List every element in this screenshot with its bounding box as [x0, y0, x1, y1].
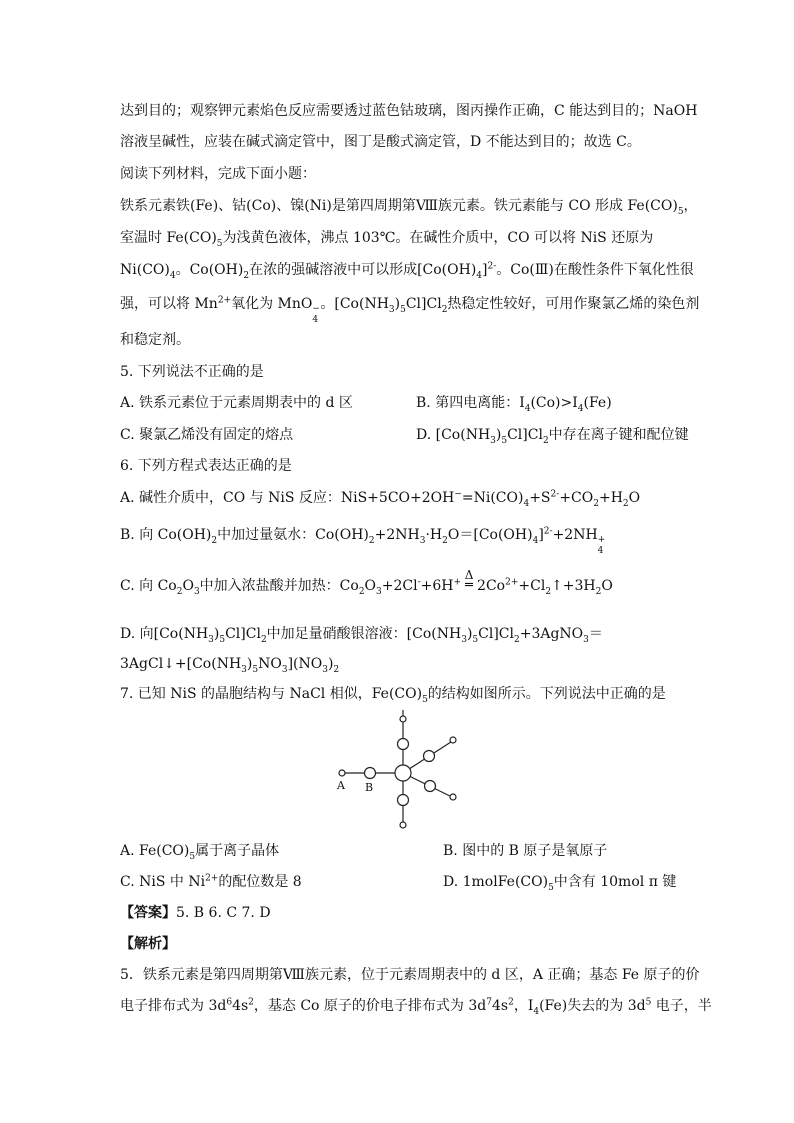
atom	[425, 781, 436, 792]
answer-line	[120, 903, 271, 923]
q7-option-a: A. $Fe(CO)_5$属于离子晶体	[120, 843, 280, 862]
label-b: B	[365, 781, 374, 794]
q7-option-c: C. NiS 中 $Ni^{2+}$的配位数是 8	[120, 873, 302, 890]
heating-equals-sign: Δ ═	[464, 568, 474, 593]
text-line: 阅读下列材料，完成下面小题：	[120, 166, 316, 182]
question-5-stem: 5. 下列说法不正确的是	[120, 364, 264, 380]
q6-option-d-line2: $3AgCl↓+[Co(NH_3)_5NO_3](NO_3)_2$	[120, 656, 340, 675]
analysis-line: 5．铁系元素是第四周期第Ⅷ族元素，位于元素周期表中的 d 区，A 正确；基态 Fe 原子的价	[120, 967, 700, 983]
label-a: A	[337, 779, 345, 792]
question-7-stem: 7. 已知 NiS 的晶胞结构与 NaCl 相似，$Fe(CO)_5$的结构如图所示。下列说法中正确的是	[120, 686, 666, 705]
analysis-line: 电子排布式为 $3d^64s^2$，基态 Co 原子的价电子排布式为 $3d^74s^2$，$I_4(Fe)$失去的为 $3d^5$ 电子，半	[120, 997, 712, 1017]
atom-B	[365, 768, 376, 779]
answer-label: 【答案】	[120, 905, 176, 921]
q5-option-c: C. 聚氯乙烯没有固定的熔点	[120, 427, 294, 443]
q6-option-b: B. 向 $Co(OH)_2$中加过量氨水：$Co(OH)_2+2NH_3\cdot H_2O=[Co(OH)_4]^{2-}+2NH$ + 4	[120, 526, 606, 556]
q6-option-c: C. 向 $Co_2O_3$中加入浓盐酸并加热：$Co_2O_3+2Cl^-+6H^+$ Δ ═ $2Co^{2+}+Cl_2↑+3H_2O$	[120, 568, 613, 597]
q5-option-b: B. 第四电离能：$I_4(Co)>I_4(Fe)$	[416, 395, 612, 414]
q7-option-d: D. $1molFe(CO)_5$中含有 10mol π 键	[443, 874, 677, 893]
question-6-stem: 6. 下列方程式表达正确的是	[120, 458, 292, 474]
material-line: 强，可以将 $Mn^{2+}$氧化为 MnO − 4 。$[Co(NH_3)_5Cl]Cl_2$热稳定性较好，可用作聚氯乙烯的染色剂	[120, 295, 700, 325]
q6-option-a: A. 碱性介质中，CO 与 NiS 反应：$NiS+5CO+2OH^-=Ni(CO)_4+S^{2-}+CO_2+H_2O$	[120, 489, 641, 509]
text-line: 达到目的；观察钾元素焰色反应需要透过蓝色钴玻璃，图丙操作正确，C 能达到目的；NaOH	[120, 103, 698, 119]
q5-option-d: D. $[Co(NH_3)_5Cl]Cl_2$中存在离子键和配位键	[416, 427, 689, 446]
material-line: $Ni(CO)_4$。$Co(OH)_2$在浓的强碱溶液中可以形成$[Co(OH)_4]^{2-}$。Co(Ⅲ)在酸性条件下氧化性很	[120, 261, 694, 281]
q6-option-d-line1: D. 向$[Co(NH_3)_5Cl]Cl_2$中加足量硝酸银溶液：$[Co(NH_3)_5Cl]Cl_2+3AgNO_3=$	[120, 626, 603, 645]
material-line: 室温时 $Fe(CO)_5$为浅黄色液体，沸点 103℃。在碱性介质中，CO 可以将 NiS 还原为	[120, 230, 654, 249]
atom-A	[339, 770, 345, 776]
atom	[450, 737, 456, 743]
material-line: 和稳定剂。	[120, 332, 190, 348]
analysis-label: 【解析】	[120, 936, 176, 952]
text-line: 溶液呈碱性，应装在碱式滴定管中，图丁是酸式滴定管，D 不能达到目的；故选 C。	[120, 134, 641, 150]
atom	[450, 794, 456, 800]
answer-text: 5. B 6. C 7. D	[176, 905, 271, 921]
fe-co5-structure-diagram	[330, 710, 470, 832]
q7-option-b: B. 图中的 B 原子是氧原子	[443, 843, 608, 859]
atom	[400, 822, 406, 828]
atom	[398, 739, 409, 750]
atom	[398, 795, 409, 806]
q5-option-a: A. 铁系元素位于元素周期表中的 d 区	[120, 395, 353, 411]
atom	[424, 751, 435, 762]
atom-center-fe	[395, 765, 411, 781]
atom	[400, 716, 406, 722]
material-line: 铁系元素铁(Fe)、钴(Co)、镍(Ni)是第四周期第Ⅷ族元素。铁元素能与 CO 形成 $Fe(CO)_5$，	[120, 198, 698, 217]
